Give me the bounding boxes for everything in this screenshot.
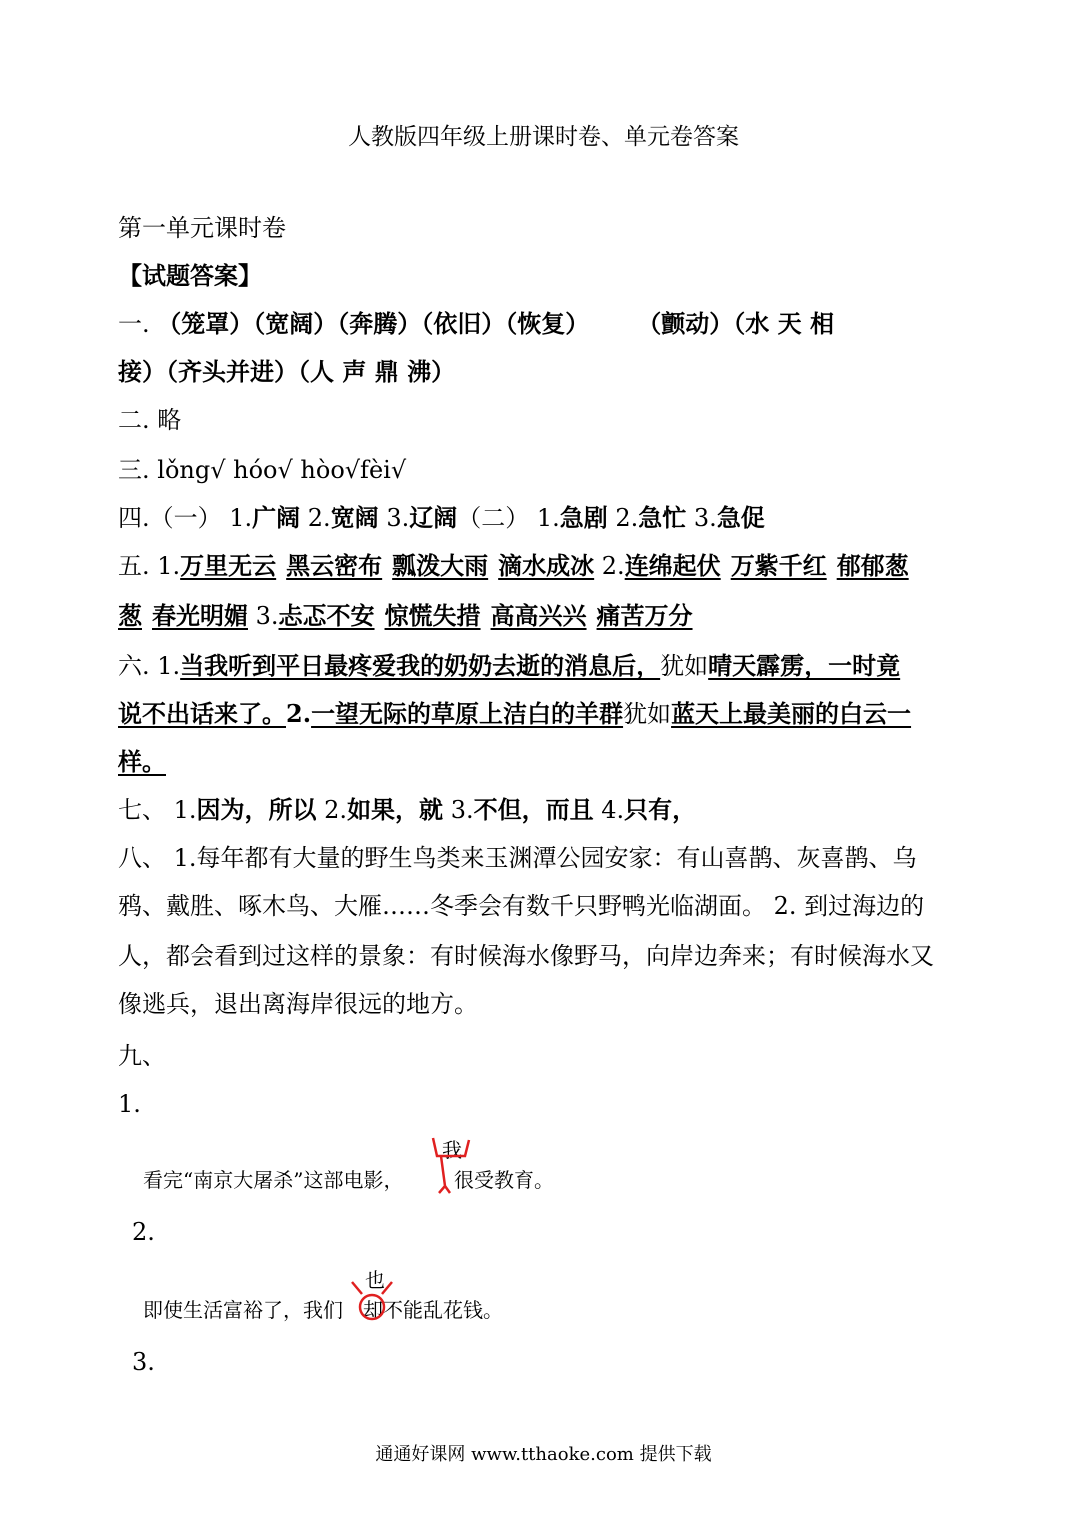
item-number: 2. (286, 699, 312, 728)
question-1-answers-b: （颤动）（水 天 相 (637, 309, 834, 338)
question-7 (118, 794, 696, 826)
simile-word: 犹如 (660, 652, 709, 680)
question-4-label: 四.（一） 1. (118, 504, 253, 532)
answer-text: 每年都有大量的野生鸟类来玉渊潭公园安家：有山喜鹊、灰喜鹊、乌 (196, 844, 917, 872)
answer-word: 急剧 (559, 503, 608, 532)
item-number: 3. (686, 504, 717, 532)
item-number: 2. (316, 796, 348, 824)
question-8-line-1 (118, 842, 917, 874)
question-9-item-1-number: 1. (118, 1090, 141, 1118)
question-6-line-1 (118, 650, 900, 682)
question-9-item-2-number: 2. (132, 1218, 155, 1246)
question-8-label: 八、 1. (118, 844, 197, 872)
answer-sentence: 一望无际的草原上洁白的羊群 (311, 699, 624, 728)
question-1-line-2: 接）（齐头并进）（人 声 鼎 沸） (118, 357, 456, 386)
answer-sentence: 说不出话来了。 (118, 699, 286, 728)
answer-idiom: 忐忑不安 (278, 601, 375, 630)
answer-sentence: 蓝天上最美丽的白云一 (671, 699, 912, 728)
answer-idiom: 高高兴兴 (490, 601, 587, 630)
correction-sentence-1: 看完“南京大屠杀”这部电影， (143, 1168, 404, 1192)
answer-word: 只有， (624, 795, 697, 824)
question-9-label: 九、 (118, 1042, 166, 1070)
question-2-label: 二. (118, 406, 158, 434)
question-8-line-2: 鸦、戴胜、啄木鸟、大雁……冬季会有数千只野鸭光临湖面。 2. 到过海边的 (118, 892, 925, 920)
answer-sentence: 晴天霹雳，一时竟 (708, 651, 901, 680)
answer-idiom: 痛苦万分 (596, 601, 693, 630)
answer-idiom: 万紫千红 (730, 551, 827, 580)
answer-word: 急促 (716, 503, 765, 532)
unit-heading: 第一单元课时卷 (118, 214, 286, 242)
question-3-label: 三. (118, 456, 158, 484)
question-5-line-1 (118, 550, 909, 582)
question-6-line-3 (118, 746, 166, 778)
question-9-item-3-number: 3. (132, 1348, 155, 1376)
correction-sentence-2: 即使生活富裕了，我们 (143, 1298, 343, 1322)
item-number: （二） 1. (457, 504, 560, 532)
question-8-line-3: 人，都会看到过这样的景象：有时候海水像野马，向岸边奔来；有时候海水又 (118, 942, 934, 970)
question-4 (118, 502, 765, 534)
answer-word: 急忙 (638, 503, 687, 532)
answer-idiom: 春光明媚 (152, 601, 248, 630)
answer-idiom: 葱 (118, 601, 142, 630)
question-7-label: 七、 1. (118, 796, 197, 824)
correction-sentence-1-end: 很受教育。 (454, 1168, 554, 1192)
item-number: 2. (300, 504, 331, 532)
page-title: 人教版四年级上册课时卷、单元卷答案 (348, 124, 739, 150)
item-number: 3. (443, 796, 474, 824)
question-3 (118, 454, 406, 486)
inserted-word: 我 (442, 1138, 462, 1162)
answer-idiom: 滴水成冰 (498, 551, 595, 580)
answer-word: 如果，就 (347, 795, 444, 824)
question-1-label: 一. (118, 310, 158, 338)
question-6-label: 六. 1. (118, 652, 181, 680)
answer-idiom: 黑云密布 (286, 551, 383, 580)
circled-word: 却 (363, 1298, 383, 1322)
simile-word: 犹如 (623, 700, 672, 728)
answer-word: 宽阔 (330, 503, 379, 532)
answer-word: 不但，而且 (473, 795, 594, 824)
answer-idiom: 瓢泼大雨 (392, 551, 489, 580)
question-1-answers-a: （笼罩）（宽阔）（奔腾）（依旧）（恢复） (157, 309, 590, 338)
question-2 (118, 404, 181, 436)
item-number: 2. (607, 504, 639, 532)
answer-sentence: 当我听到平日最疼爱我的奶奶去逝的消息后， (180, 651, 661, 680)
answer-sentence: 样。 (118, 747, 166, 776)
replacement-circle-icon (348, 1278, 398, 1328)
answer-idiom: 惊慌失措 (384, 601, 481, 630)
answers-heading: 【试题答案】 (118, 261, 262, 290)
correction-sentence-2-end: 不能乱花钱。 (383, 1298, 503, 1322)
item-number: 2. (594, 552, 625, 580)
answer-idiom: 万里无云 (180, 551, 277, 580)
answer-word: 广阔 (252, 503, 301, 532)
answer-word: 辽阔 (409, 503, 458, 532)
question-6-line-2 (118, 698, 911, 730)
answer-idiom: 郁郁葱 (836, 551, 909, 580)
page-footer: 通通好课网 www.tthaoke.com 提供下载 (375, 1444, 712, 1465)
question-3-answer: lǒng√ hóo√ hòo√fèi√ (157, 456, 407, 484)
question-8-line-4: 像逃兵，退出离海岸很远的地方。 (118, 990, 478, 1018)
question-5-label: 五. 1. (118, 552, 181, 580)
question-2-answer: 略 (157, 406, 182, 434)
answer-word: 因为，所以 (196, 795, 317, 824)
question-1-line-1 (118, 308, 834, 340)
replacement-word: 也 (365, 1268, 385, 1292)
answer-idiom: 连绵起伏 (624, 551, 721, 580)
insertion-mark-icon (425, 1136, 475, 1196)
item-number: 4. (593, 796, 625, 824)
item-number: 3. (248, 602, 279, 630)
item-number: 3. (378, 504, 410, 532)
question-5-line-2 (118, 600, 693, 632)
